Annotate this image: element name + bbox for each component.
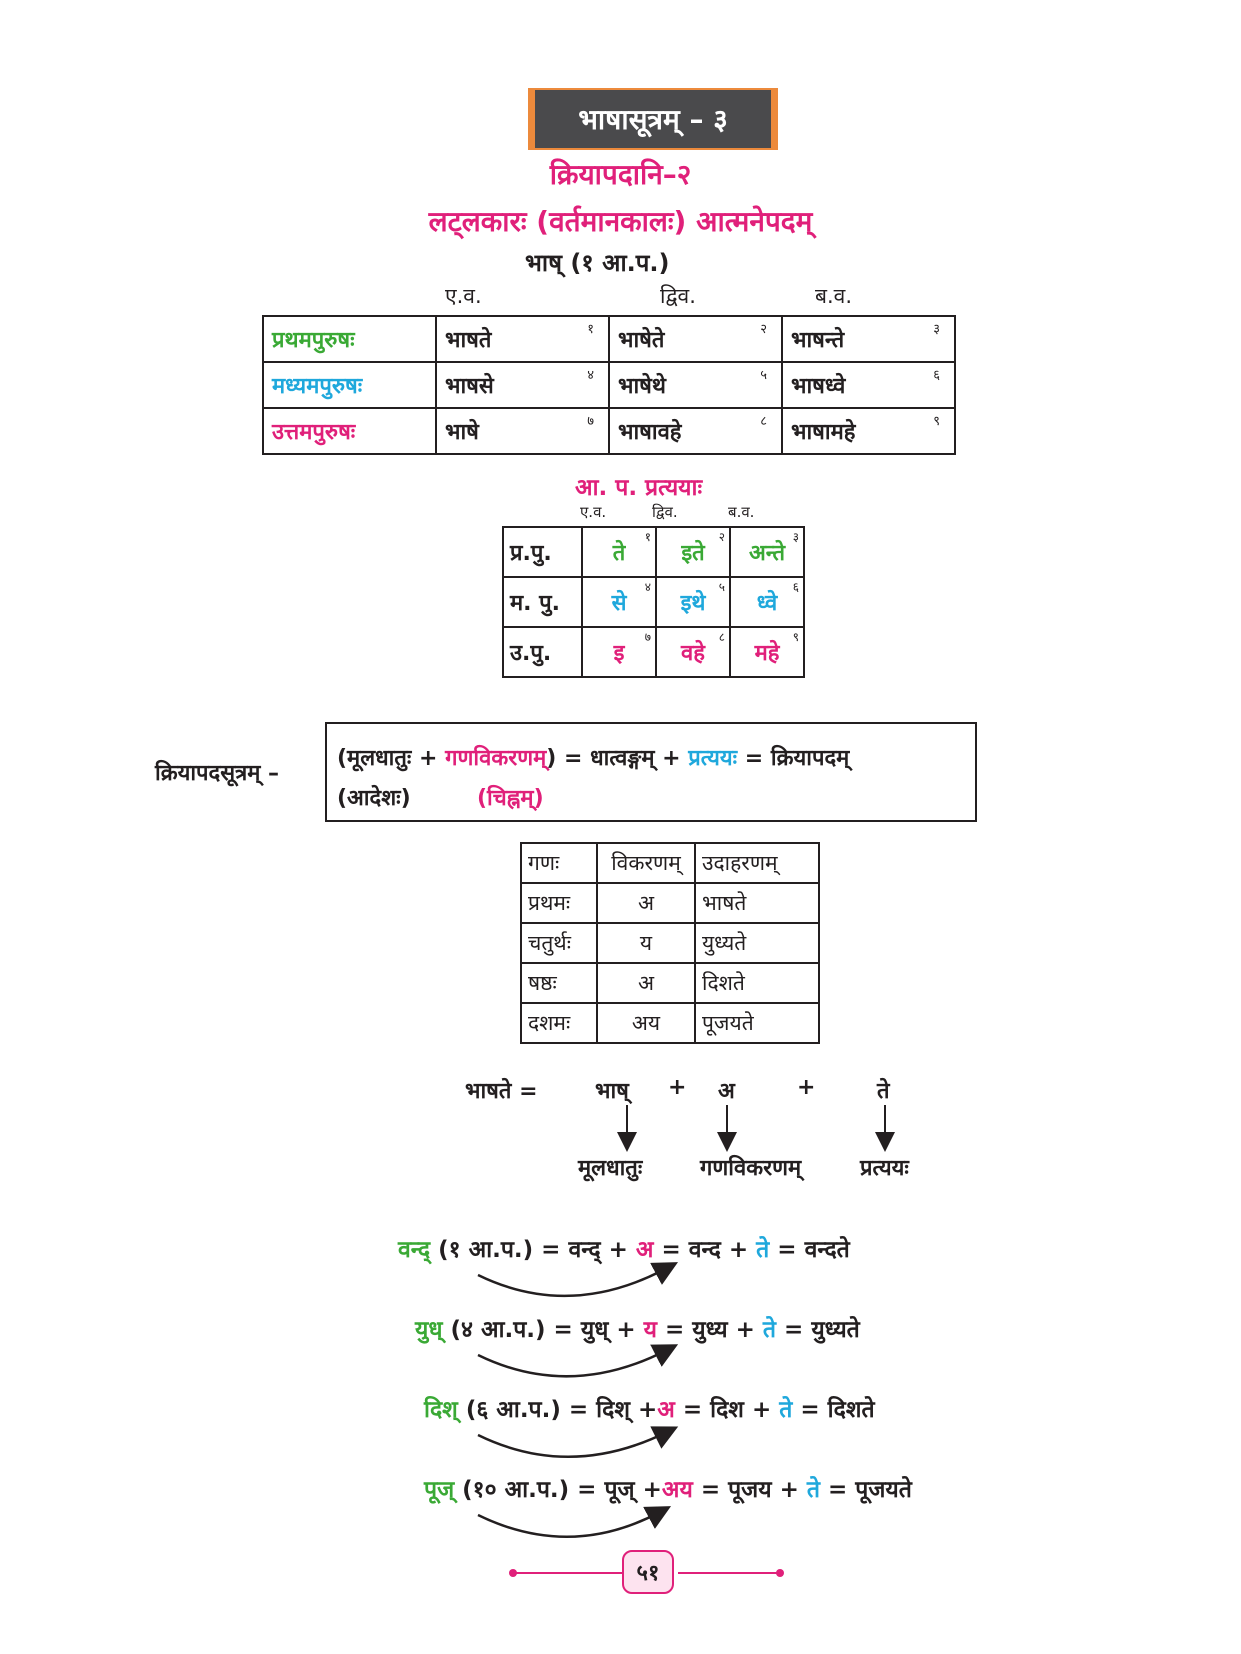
formula-adesha: (आदेशः) [337,786,411,811]
person-label: मध्यमपुरुषः [263,362,436,408]
dhatu-heading: भाष् (१ आ.प.) [525,249,670,277]
column-header: गणः [521,843,597,883]
breakdown-plus: + [668,1075,687,1100]
heading-lat-lakara: लट्लकारः (वर्तमानकालः) आत्मनेपदम् [428,205,813,238]
person-label: प्रथमपुरुषः [263,316,436,362]
verb-form: भाषते १ [436,316,609,362]
suffix-header-dual: द्विव. [652,503,678,521]
suffix-row-label: प्र.पु. [503,527,582,577]
heading-kriyapadani: क्रियापदानि–२ [549,158,692,191]
verb-form: भाषेथे ५ [609,362,782,408]
suffix-cell: इते २ [656,527,730,577]
suffix-cell: महे ९ [730,627,804,677]
verb-form: भाषध्वे ६ [782,362,955,408]
label-vikarana: गणविकरणम् [700,1156,802,1181]
table-cell: य [597,923,695,963]
example-line: दिश् (६ आ.प.) = दिश् +अ = दिश + ते = दिशते [424,1397,875,1423]
label-suffix: प्रत्ययः [860,1156,909,1181]
suffix-heading: आ. प. प्रत्ययाः [575,475,703,501]
curve-arrow-icon [478,1432,667,1457]
suffix-cell: इथे ५ [656,577,730,627]
suffix-row-label: उ.पु. [503,627,582,677]
verb-form: भाषावहे ८ [609,408,782,454]
example-line: वन्द् (१ आ.प.) = वन्द् + अ = वन्द + ते = वन्दते [398,1237,850,1263]
example-line: पूज् (१० आ.प.) = पूज् +अय = पूजय + ते = पूजयते [424,1477,912,1503]
suffix-cell: इ ७ [582,627,656,677]
suffix-cell: अन्ते ३ [730,527,804,577]
person-label: उत्तमपुरुषः [263,408,436,454]
curve-arrow-icon [478,1350,667,1376]
table-cell: चतुर्थः [521,923,597,963]
verb-form: भाषन्ते ३ [782,316,955,362]
footer-dot [776,1569,784,1577]
verb-form: भाषे ७ [436,408,609,454]
table-cell: अ [597,883,695,923]
table-cell: षष्ठः [521,963,597,1003]
lesson-title: भाषासूत्रम् – ३ [528,88,778,150]
breakdown-vikarana: अ [718,1079,735,1104]
label-root: मूलधातुः [578,1156,643,1181]
column-header: उदाहरणम् [695,843,819,883]
breakdown-suffix: ते [877,1079,890,1104]
verb-form: भाषेते २ [609,316,782,362]
curve-arrow-icon [478,1512,660,1537]
table-cell: अय [597,1003,695,1043]
suffix-header-plural: ब.व. [728,503,755,521]
suffix-cell: ध्वे ६ [730,577,804,627]
table-cell: दिशते [695,963,819,1003]
header-singular: ए.व. [445,284,482,308]
formula-line-1: (मूलधातुः + गणविकरणम्) = धात्वङ्गम् + प्रत्ययः = क्रियापदम् [337,746,850,771]
suffix-row-label: म. पु. [503,577,582,627]
verb-form: भाषसे ४ [436,362,609,408]
footer-dot [509,1569,517,1577]
suffix-header-singular: ए.व. [580,503,607,521]
suffix-cell: से ४ [582,577,656,627]
formula-label: क्रियापदसूत्रम् – [155,761,280,786]
header-plural: ब.व. [815,284,853,308]
header-dual: द्विव. [660,284,696,308]
suffix-cell: ते १ [582,527,656,577]
column-header: विकरणम् [597,843,695,883]
table-cell: दशमः [521,1003,597,1043]
example-line: युध् (४ आ.प.) = युध् + य = युध्य + ते = युध्यते [415,1317,860,1343]
breakdown-plus: + [797,1075,816,1100]
table-cell: प्रथमः [521,883,597,923]
breakdown-word: भाषते = [465,1079,538,1104]
curve-arrow-icon [478,1268,667,1296]
table-cell: पूजयते [695,1003,819,1043]
formula-chihna: (चिह्नम्) [477,786,544,811]
suffix-cell: वहे ८ [656,627,730,677]
table-cell: भाषते [695,883,819,923]
table-cell: युध्यते [695,923,819,963]
breakdown-root: भाष् [595,1079,629,1104]
verb-form: भाषामहे ९ [782,408,955,454]
page-number: ५१ [622,1550,674,1594]
table-cell: अ [597,963,695,1003]
